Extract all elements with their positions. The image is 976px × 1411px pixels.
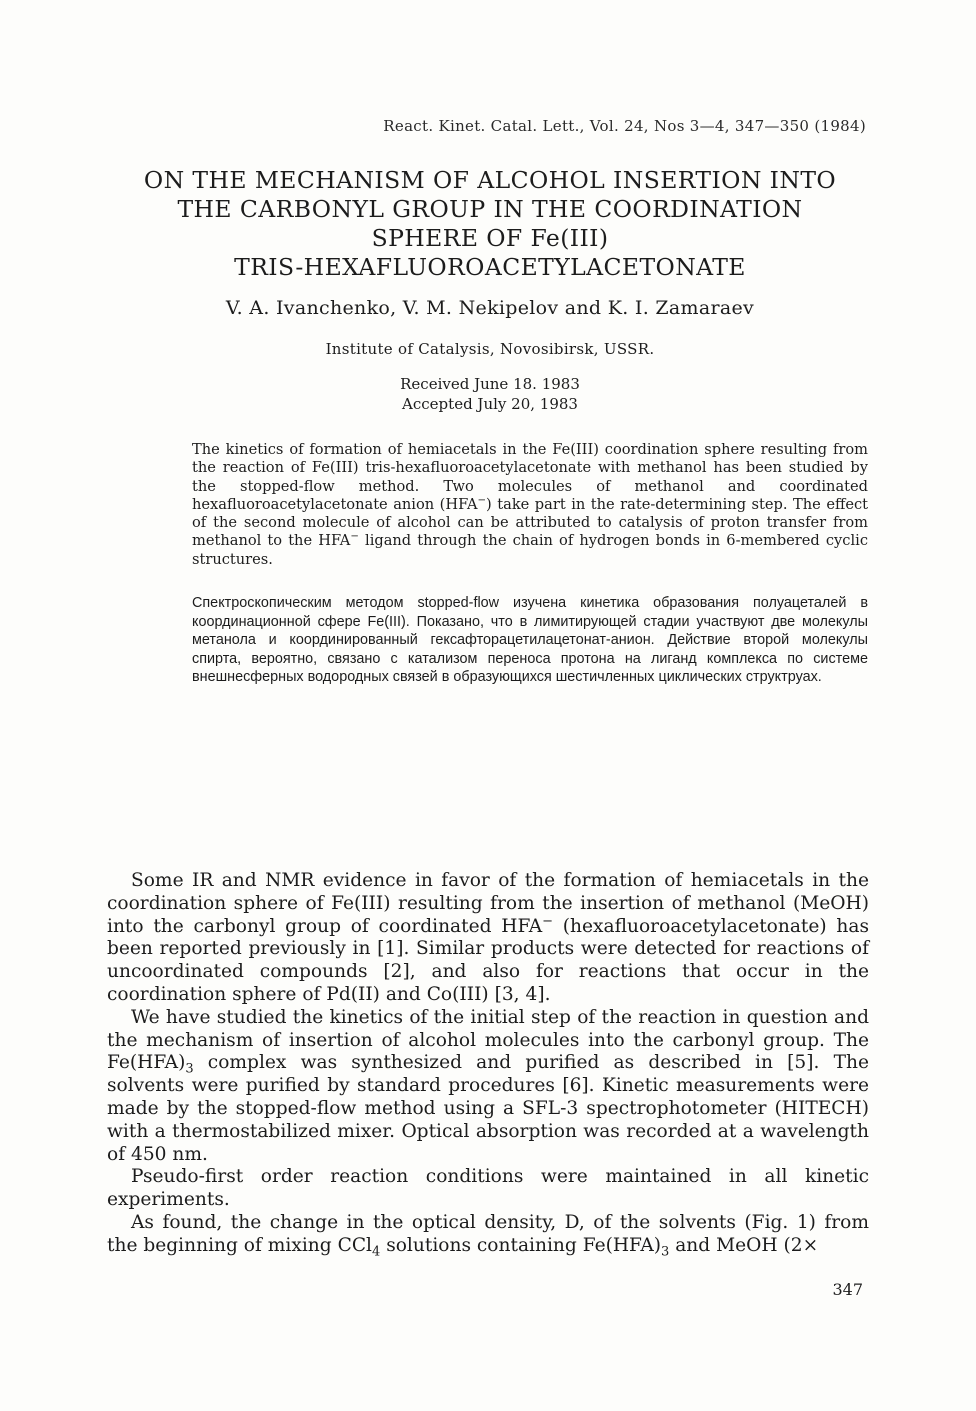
superscript: − (350, 531, 359, 543)
received-date: Received June 18. 1983 (400, 375, 580, 393)
superscript: − (542, 913, 554, 929)
page-number: 347 (832, 1280, 863, 1299)
paragraph (107, 1212, 869, 1258)
paragraph-text: Some IR and NMR evidence in favor of the formation of hemiacetals in the coordination sphere of Fe(III) resulting from the insertion of methanol (MeOH) into the carbonyl group of coordinated HFA (107, 870, 869, 937)
journal-citation: React. Kinet. Catal. Lett., Vol. 24, Nos 3—4, 347—350 (1984) (383, 117, 866, 135)
submission-dates (140, 374, 840, 414)
superscript: − (477, 495, 487, 507)
title-line: SPHERE OF Fe(III) (371, 224, 609, 252)
affiliation: Institute of Catalysis, Novosibirsk, USSR. (325, 340, 655, 358)
paragraph (107, 870, 869, 1007)
paragraph (107, 1007, 869, 1167)
abstract-text: ligand through the chain of hydrogen bonds in 6-membered cyclic structures. (192, 532, 868, 568)
title-line: THE CARBONYL GROUP IN THE COORDINATION (177, 195, 803, 223)
paper-title (140, 166, 840, 282)
abstract-english (192, 441, 868, 569)
title-line: ON THE MECHANISM OF ALCOHOL INSERTION INTO (143, 166, 837, 194)
paragraph-text: and MeOH (2× (669, 1234, 819, 1256)
paragraph-text: We have studied the kinetics of the initial step of the reaction in question and the mechanism of insertion of alcohol molecules into the carbonyl group. The Fe(HFA) (107, 1006, 869, 1074)
body-text (107, 870, 869, 1258)
paragraph-text: As found, the change in the optical density, D, of the solvents (Fig. 1) from the beginning of mixing CCl (107, 1211, 869, 1256)
title-line: TRIS-HEXAFLUOROACETYLACETONATE (234, 253, 746, 281)
paragraph-text: solutions containing Fe(HFA) (380, 1234, 662, 1256)
abstract-russian: Спектроскопическим методом stopped-flow изучена кинетика образования полуацеталей в координационной сфере Fe(III). Показано, что в лимитирующей стадии участвуют две молекулы метанола и координированный гексафторацетилацетонат-анион. Действие второй молекулы спирта, вероятно, связано с катализом переноса протона на лиганд комплекса по системе внешнесферных водородных связей в образующихся шестичленных циклических структруах. (192, 595, 868, 686)
subscript: 4 (372, 1244, 381, 1260)
abstract-text: ) take part in the rate-determining step. The effect of the second molecule of alcohol can be attributed to catalysis of proton transfer from methanol to the HFA (192, 495, 868, 550)
paragraph-text: (hexafluoroacetylacetonate) has been reported previously in [1]. Similar products were detected for reactions of uncoordinated compounds [2], and also for reactions that occur in the coordination sphere of Pd(II) and Co(III) [3, 4]. (107, 915, 869, 1005)
subscript: 3 (185, 1062, 194, 1078)
accepted-date: Accepted July 20, 1983 (402, 395, 578, 413)
paragraph-text: complex was synthesized and purified as described in [5]. The solvents were purified by standard procedures [6]. Kinetic measurements were made by the stopped-flow method using a SFL-3 spectrophotometer (HITECH) with a thermostabilized mixer. Optical absorption was recorded at a wavelength of 450 nm. (107, 1052, 869, 1165)
author-list: V. A. Ivanchenko, V. M. Nekipelov and K. I. Zamaraev (225, 297, 755, 319)
abstract-text: The kinetics of formation of hemiacetals in the Fe(III) coordination sphere resulting from the reaction of Fe(III) tris-hexafluoroacetylacetonate with methanol has been studied by the stopped-flow method. Two molecules of methanol and coordinated hexafluoroacetylacetonate anion (HFA (192, 441, 868, 513)
subscript: 3 (661, 1244, 670, 1260)
paragraph: Pseudo-first order reaction conditions were maintained in all kinetic experiments. (107, 1166, 869, 1211)
